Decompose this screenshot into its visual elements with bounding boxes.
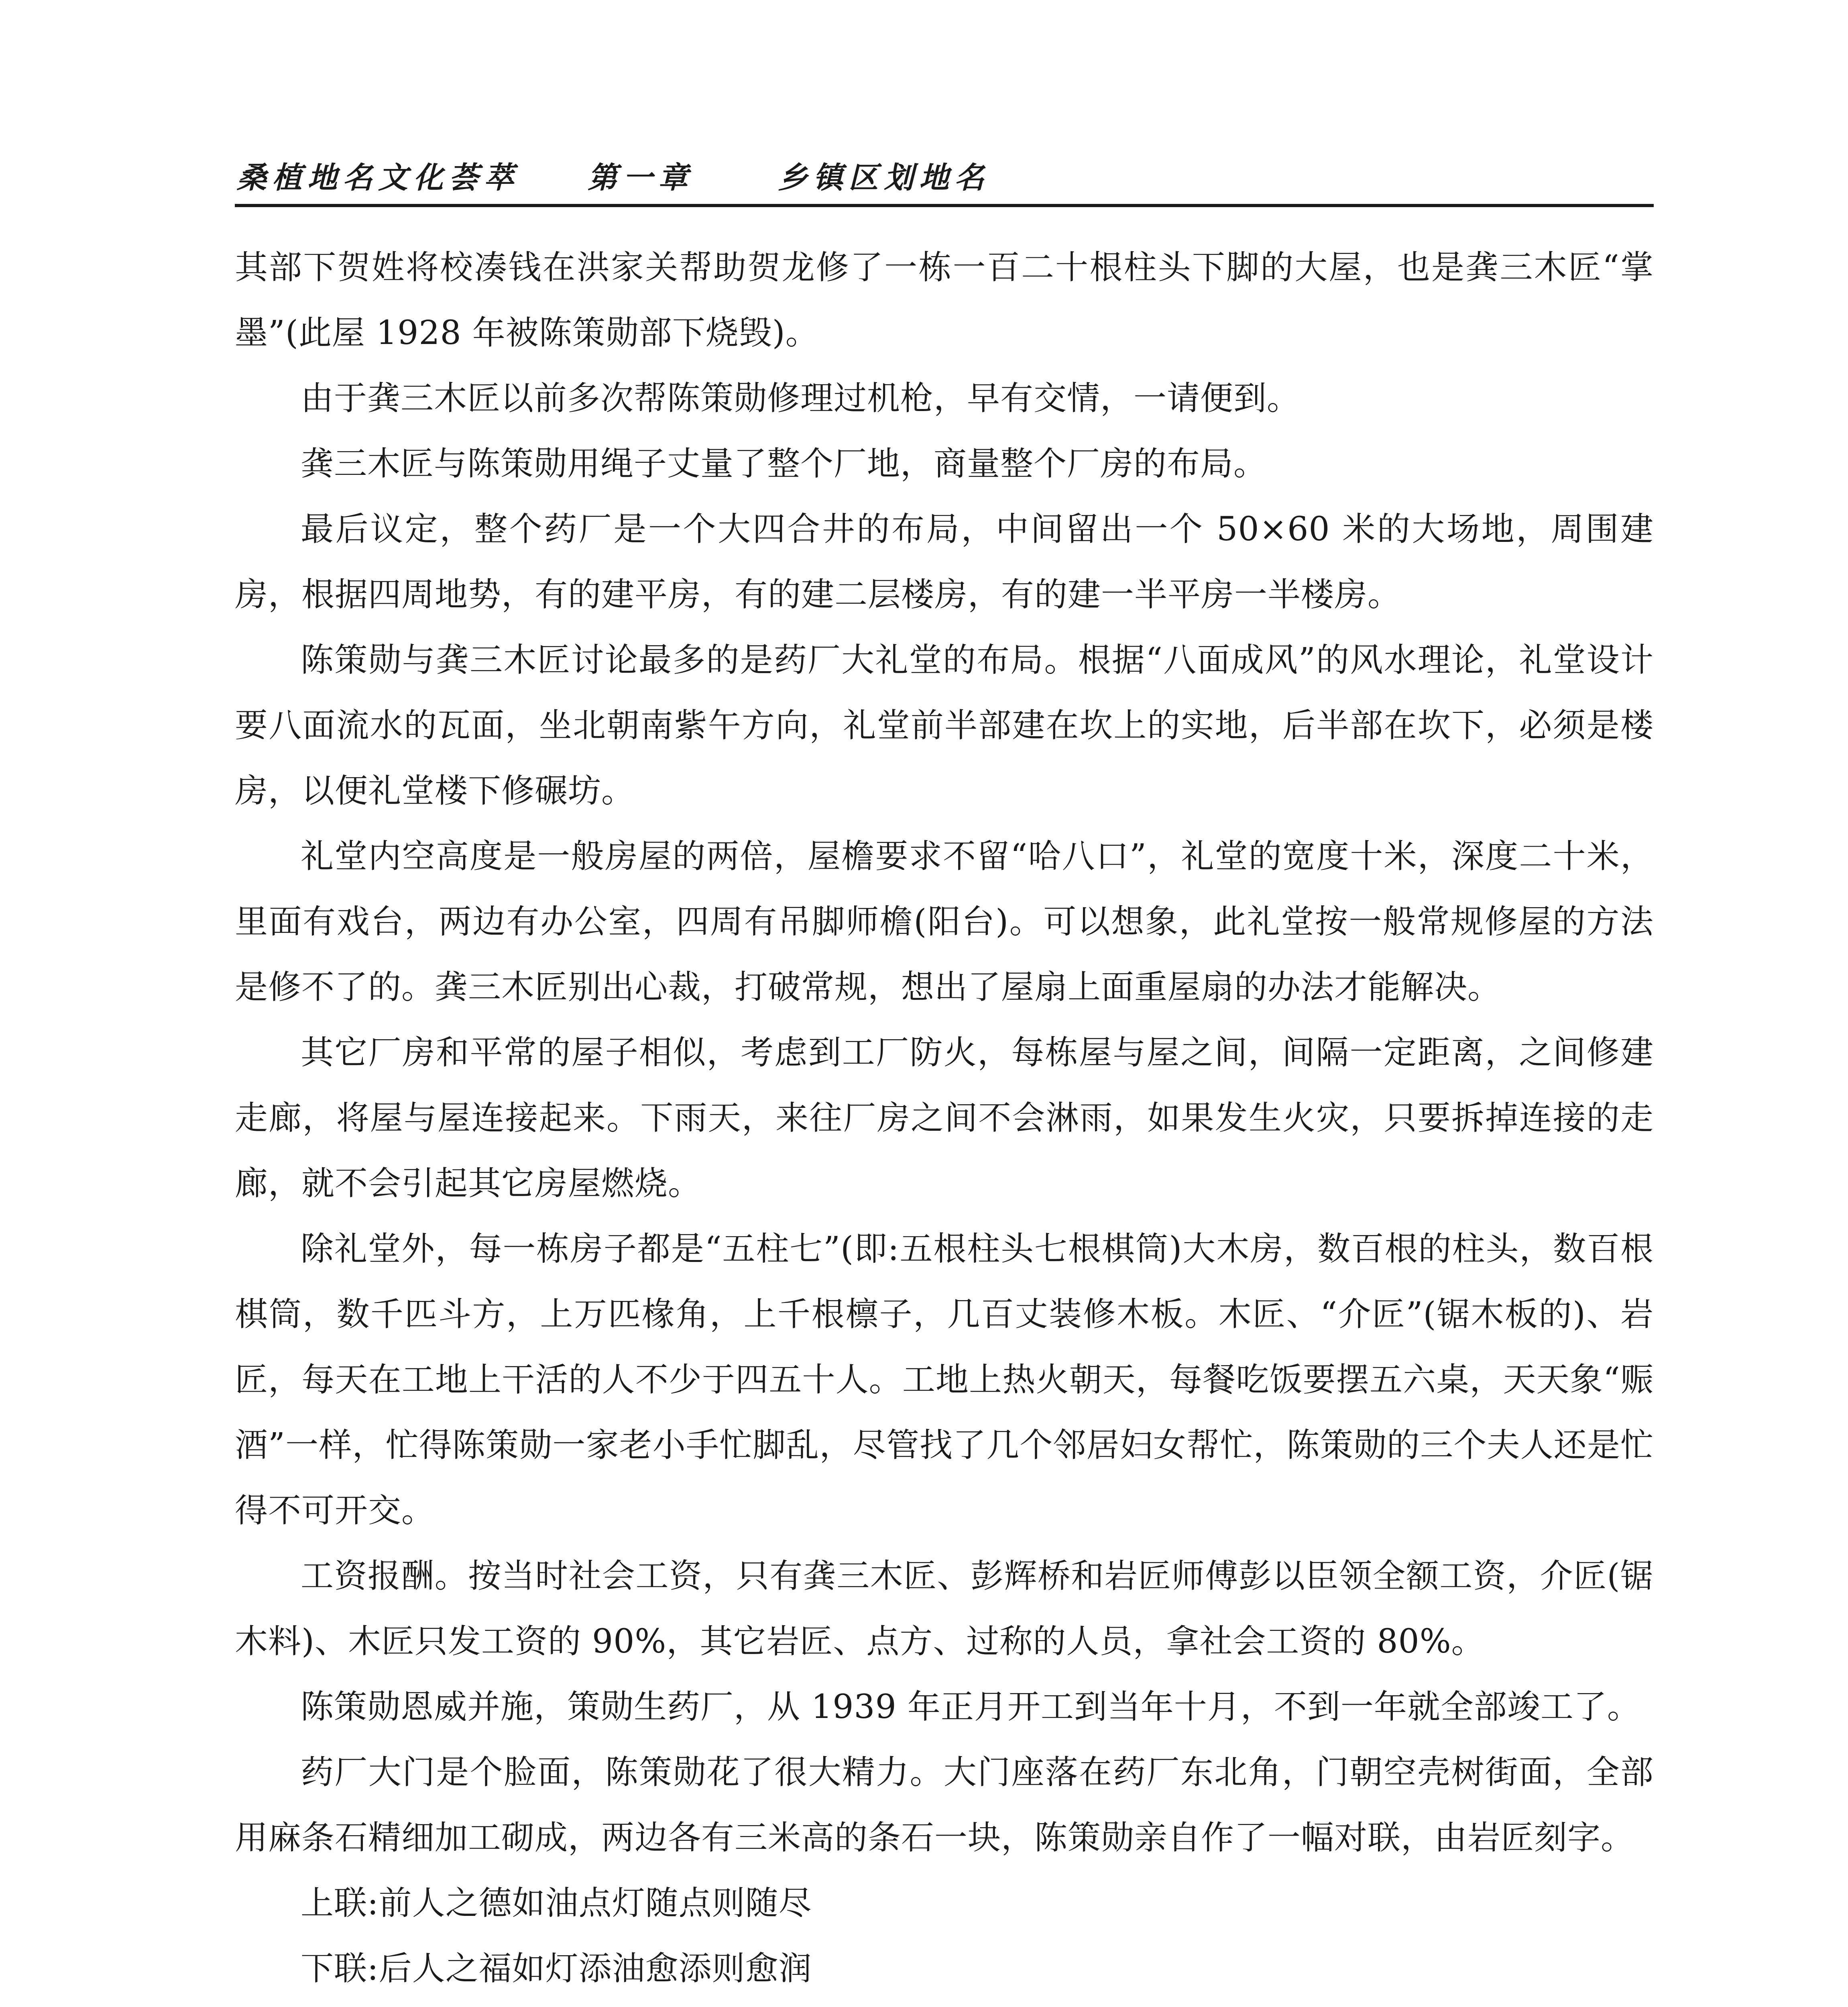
paragraph: 最后议定，整个药厂是一个大四合井的布局，中间留出一个 50×60 米的大场地，周围建房，根据四周地势，有的建平房，有的建二层楼房，有的建一半平房一半楼房。 [235,510,1654,614]
paragraph [235,2001,1654,2007]
couplet-lower: 下联:后人之福如灯添油愈添则愈润 [301,1950,812,1988]
paragraph: 由于龚三木匠以前多次帮陈策勋修理过机枪，早有交情，一请便到。 [301,379,1301,417]
header-book-title: 桑植地名文化荟萃 [237,161,519,195]
couplet-upper: 上联:前人之德如油点灯随点则随尽 [301,1884,812,1922]
paragraph: 陈策勋与龚三木匠讨论最多的是药厂大礼堂的布局。根据“八面成风”的风水理论，礼堂设计要八面流水的瓦面，坐北朝南紫午方向，礼堂前半部建在坎上的实地，后半部在坎下，必须是楼房，以便礼堂楼下修碾坊。 [235,641,1654,810]
header-section: 乡镇区划地名 [778,161,990,195]
header-chapter: 第一章 [588,161,694,195]
paragraph: 龚三木匠与陈策勋用绳子丈量了整个厂地，商量整个厂房的布局。 [301,445,1267,483]
header-divider [235,204,1654,207]
paragraph: 除礼堂外，每一栋房子都是“五柱七”(即:五根柱头七根棋筒)大木房，数百根的柱头，数百根棋筒，数千匹斗方，上万匹椽角，上千根檩子，几百丈装修木板。木匠、“介匠”(锯木板的)、岩匠，每天在工地上干活的人不少于四五十人。工地上热火朝天，每餐吃饭要摆五六桌，天天象“赈酒”一样，忙得陈策勋一家老小手忙脚乱，尽管找了几个邻居妇女帮忙，陈策勋的三个夫人还是忙得不可开交。 [235,1230,1654,1530]
paragraph: 陈策勋恩威并施，策勋生药厂，从 1939 年正月开工到当年十月，不到一年就全部竣工了。 [301,1688,1640,1726]
body-text [235,235,1654,2007]
paragraph: 其部下贺姓将校凑钱在洪家关帮助贺龙修了一栋一百二十根柱头下脚的大屋，也是龚三木匠“掌墨”(此屋 1928 年被陈策勋部下烧毁)。 [235,248,1654,352]
paragraph: 工资报酬。按当时社会工资，只有龚三木匠、彭辉桥和岩匠师傅彭以臣领全额工资，介匠(锯木料)、木匠只发工资的 90%，其它岩匠、点方、过称的人员，拿社会工资的 80%。 [235,1557,1654,1661]
running-header [237,149,1650,197]
paragraph: 药厂大门是个脸面，陈策勋花了很大精力。大门座落在药厂东北角，门朝空壳树街面，全部用麻条石精细加工砌成，两边各有三米高的条石一块，陈策勋亲自作了一幅对联，由岩匠刻字。 [235,1753,1654,1857]
paragraph: 礼堂内空高度是一般房屋的两倍，屋檐要求不留“哈八口”，礼堂的宽度十米，深度二十米，里面有戏台，两边有办公室，四周有吊脚师檐(阳台)。可以想象，此礼堂按一般常规修屋的方法是修不了的。龚三木匠别出心裁，打破常规，想出了屋扇上面重屋扇的办法才能解决。 [235,837,1654,1006]
paragraph: 其它厂房和平常的屋子相似，考虑到工厂防火，每栋屋与屋之间，间隔一定距离，之间修建走廊，将屋与屋连接起来。下雨天，来往厂房之间不会淋雨，如果发生火灾，只要拆掉连接的走廊，就不会引起其它房屋燃烧。 [235,1034,1654,1203]
